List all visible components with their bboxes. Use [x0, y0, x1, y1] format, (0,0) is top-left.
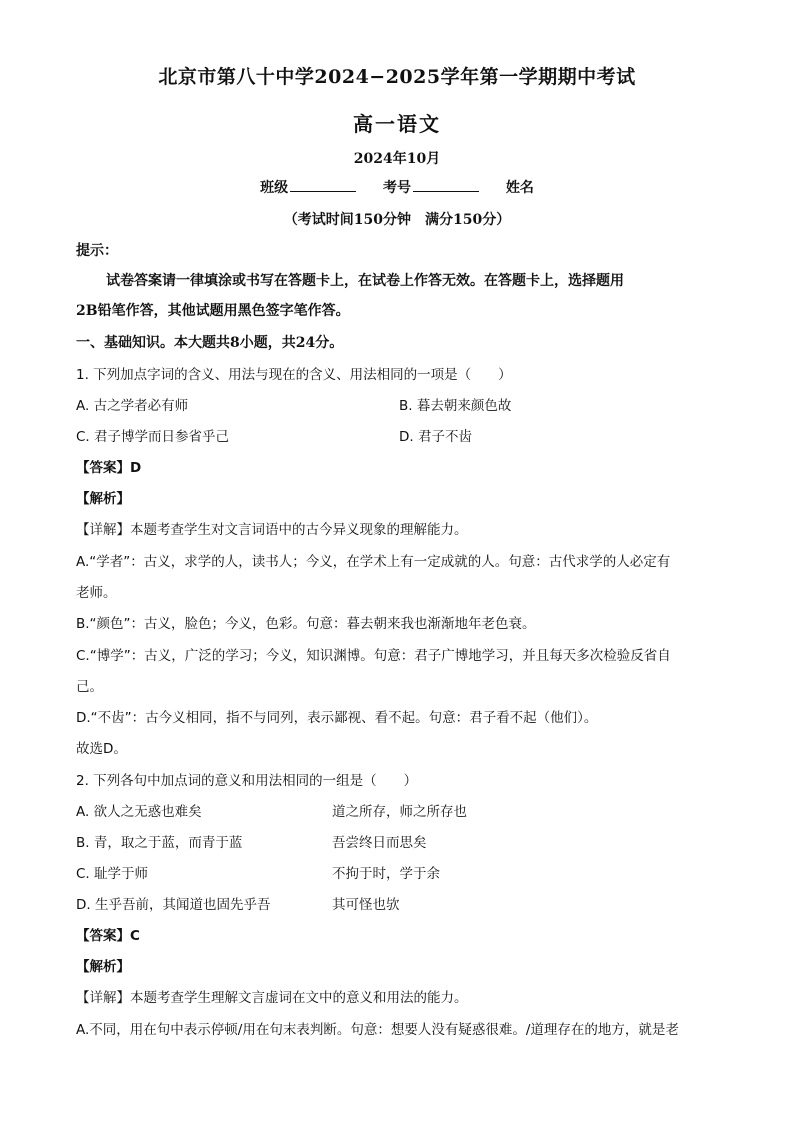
- exam-no-label: 考号: [383, 180, 411, 196]
- q1-option-c: C. 君子博学而日参省乎己: [76, 429, 230, 445]
- q1-explain-a-1: A.“学者”：古义，求学的人，读书人；今义，在学术上有一定成就的人。句意：古代求学的人必定有: [76, 554, 671, 570]
- exam-date: 2024年10月: [353, 151, 441, 167]
- q2-row-d-left: D. 生乎吾前，其闻道也固先乎吾: [76, 897, 271, 913]
- q1-option-a: A. 古之学者必有师: [76, 398, 189, 414]
- q1-explain-b: B.“颜色”：古义，脸色；今义，色彩。句意：暮去朝来我也渐渐地年老色衰。: [76, 616, 536, 632]
- exam-subject: 高一语文: [353, 112, 441, 136]
- q2-stem: 2. 下列各句中加点词的意义和用法相同的一组是（ ）: [76, 773, 418, 789]
- q1-analysis-label: 【解析】: [76, 491, 130, 507]
- q1-option-d: D. 君子不齿: [399, 429, 472, 445]
- q2-row-c-right: 不拘于时，学于余: [332, 866, 440, 882]
- class-blank: [290, 179, 356, 192]
- q1-explain-a-2: 老师。: [76, 585, 117, 601]
- student-info-line: [0, 177, 794, 197]
- q2-explain-a-1: A.不同，用在句中表示停顿/用在句末表判断。句意：想要人没有疑惑很难。/道理存在的地方，就是老: [76, 1022, 679, 1038]
- q1-explain-c-1: C.“博学”：古义，广泛的学习；今义，知识渊博。句意：君子广博地学习，并且每天多次检验反省自: [76, 648, 671, 664]
- q1-conclusion: 故选D。: [76, 741, 127, 757]
- q2-analysis-label: 【解析】: [76, 959, 130, 975]
- section-1-heading: 一、基础知识。本大题共8小题，共24分。: [76, 335, 344, 351]
- q1-detail: 【详解】本题考查学生对文言词语中的古今异义现象的理解能力。: [76, 522, 468, 538]
- q2-answer: 【答案】C: [76, 928, 140, 944]
- q2-row-d-right: 其可怪也欤: [332, 897, 400, 913]
- notice-line-2: 2B铅笔作答，其他试题用黑色签字笔作答。: [76, 303, 350, 319]
- q1-explain-c-2: 己。: [76, 679, 103, 695]
- q2-row-a-right: 道之所存，师之所存也: [332, 804, 467, 820]
- q2-row-b-left: B. 青，取之于蓝，而青于蓝: [76, 835, 243, 851]
- q2-detail: 【详解】本题考查学生理解文言虚词在文中的意义和用法的能力。: [76, 990, 468, 1006]
- notice-line-1: 试卷答案请一律填涂或书写在答题卡上，在试卷上作答无效。在答题卡上，选择题用: [106, 273, 624, 289]
- q1-explain-d: D.“不齿”：古今义相同，指不与同列，表示鄙视、看不起。句意：君子看不起（他们）。: [76, 710, 598, 726]
- q2-row-b-right: 吾尝终日而思矣: [332, 835, 427, 851]
- q1-answer: 【答案】D: [76, 460, 142, 476]
- class-label: 班级: [260, 180, 289, 196]
- name-label: 姓名: [505, 180, 534, 196]
- q1-stem: 1. 下列加点字词的含义、用法与现在的含义、用法相同的一项是（ ）: [76, 367, 512, 383]
- exam-title: 北京市第八十中学2024−2025学年第一学期期中考试: [158, 66, 636, 88]
- q1-option-b: B. 暮去朝来颜色故: [399, 398, 512, 414]
- notice-heading: 提示：: [76, 243, 118, 259]
- exam-time-note: （考试时间150分钟 满分150分）: [283, 212, 511, 228]
- exam-no-blank: [413, 179, 479, 192]
- q2-row-c-left: C. 耻学于师: [76, 866, 149, 882]
- q2-row-a-left: A. 欲人之无惑也难矣: [76, 804, 202, 820]
